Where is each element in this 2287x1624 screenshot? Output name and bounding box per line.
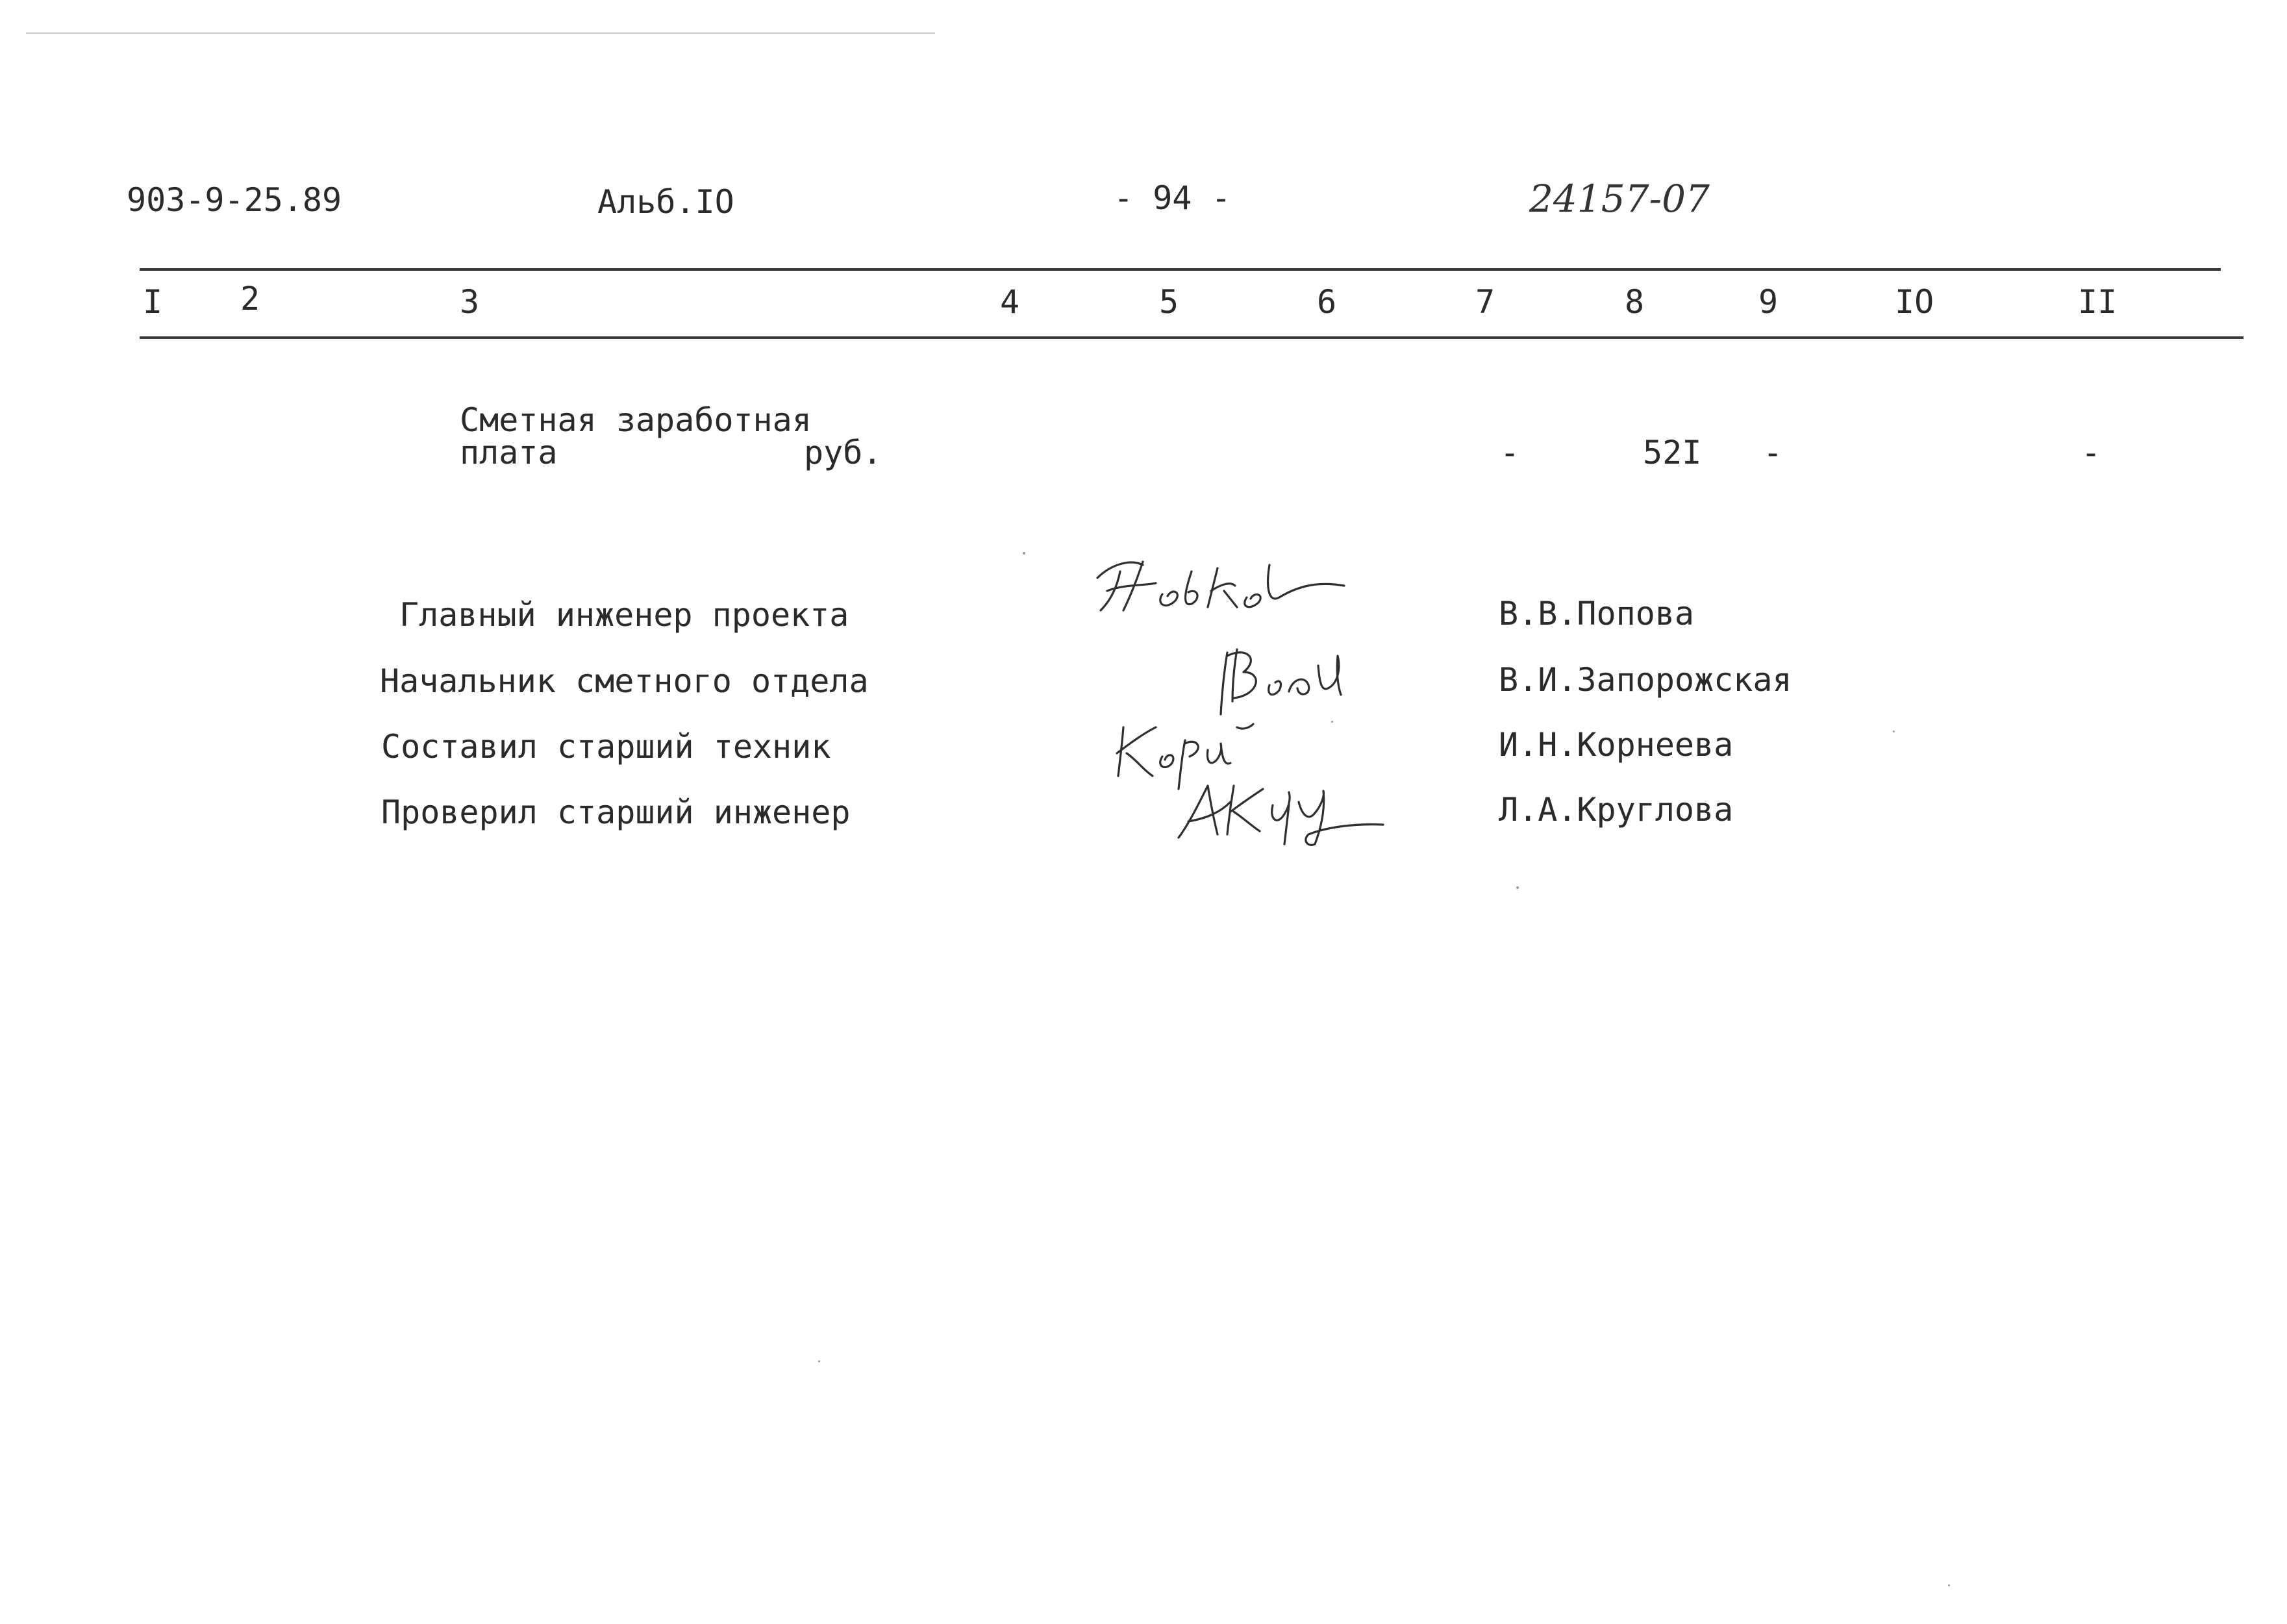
row-label-line1: Сметная заработная [460, 401, 812, 439]
column-number: 5 [1159, 283, 1179, 321]
page-number: - 94 - [1114, 179, 1231, 217]
scan-artifact-line [26, 32, 935, 34]
scan-speck [1516, 886, 1519, 889]
signature-role: Составил старший техник [381, 728, 831, 766]
column-number: I [143, 283, 163, 321]
row-col11-value: - [2081, 434, 2101, 471]
column-number: 6 [1317, 283, 1337, 321]
column-number: 3 [460, 283, 480, 321]
album-label: Альб.IO [597, 183, 734, 221]
signature-name: В.В.Попова [1499, 595, 1695, 632]
row-col7-value: - [1500, 434, 1520, 471]
column-number: 8 [1625, 283, 1645, 321]
signature-role: Главный инженер проекта [399, 596, 849, 634]
table-top-rule [140, 268, 2221, 271]
signature-name: В.И.Запорожская [1499, 661, 1792, 699]
scan-speck [1893, 731, 1895, 732]
column-number: IO [1895, 283, 1934, 321]
row-col8-value: 52I [1643, 434, 1702, 471]
scan-speck [1948, 1584, 1950, 1586]
scan-speck [1331, 721, 1333, 723]
table-header-bottom-rule [140, 336, 2243, 339]
signature-role: Начальник сметного отдела [380, 662, 869, 700]
row-col9-value: - [1763, 434, 1783, 471]
handwritten-signature-senior-engineer [1169, 766, 1390, 851]
scan-speck [1023, 552, 1025, 555]
inventory-number: 24157-07 [1529, 177, 1710, 221]
row-unit: руб. [804, 434, 882, 471]
scan-speck [818, 1360, 820, 1362]
column-number: 7 [1475, 283, 1495, 321]
column-number: 4 [1000, 283, 1020, 321]
signature-name: И.Н.Корнеева [1499, 726, 1734, 764]
doc-number: 903-9-25.89 [127, 181, 342, 219]
column-number: 9 [1758, 283, 1779, 321]
signature-role: Проверил старший инженер [381, 793, 851, 831]
column-number: 2 [240, 280, 260, 318]
handwritten-signature-department-head [1208, 640, 1357, 724]
handwritten-signature-chief-engineer [1084, 545, 1357, 630]
signature-name: Л.А.Круглова [1499, 791, 1734, 829]
row-label-line2: плата [460, 434, 558, 471]
column-number: II [2078, 283, 2118, 321]
